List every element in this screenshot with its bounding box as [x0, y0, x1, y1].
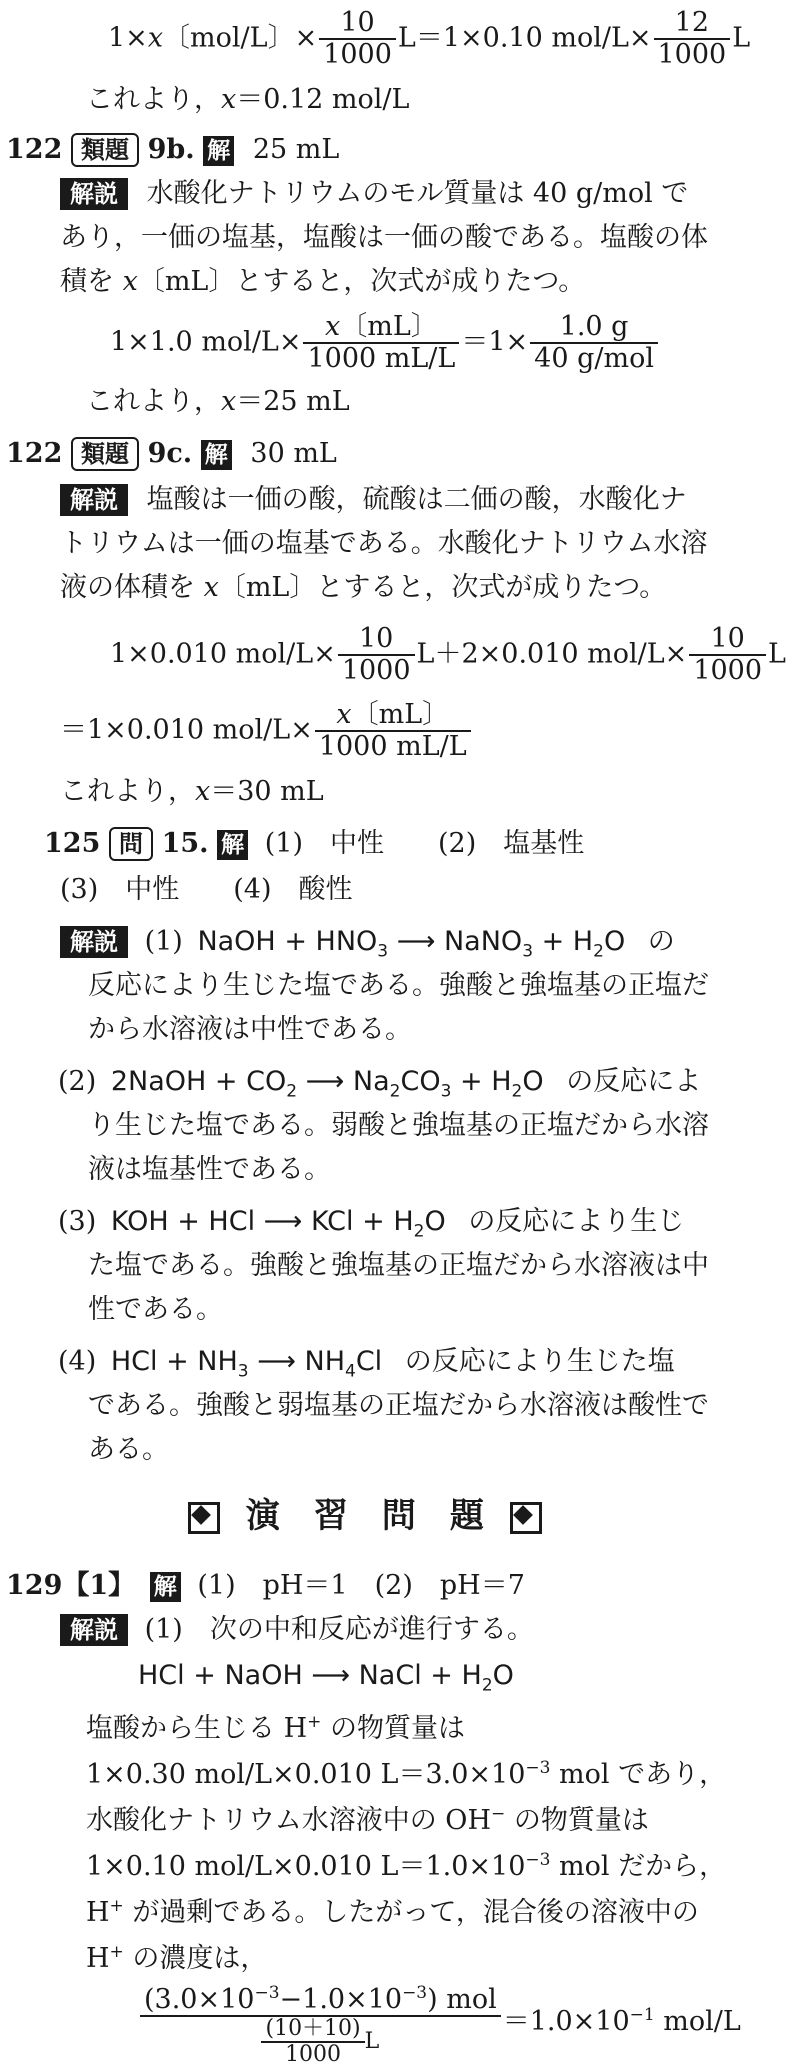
text: が過剰である。したがって，混合後の溶液中の — [123, 1897, 699, 1928]
res-text: これより， — [60, 776, 195, 807]
diamond-icon — [188, 1502, 220, 1534]
explanation-line: である。強酸と弱塩基の正塩だから水溶液は酸性で — [88, 1390, 709, 1421]
eq-part: ⟶ NH — [248, 1346, 345, 1377]
denominator: 1000 mL/L — [307, 343, 456, 374]
kaisetsu-badge: 解説 — [60, 178, 128, 210]
var: x — [203, 572, 219, 603]
eq-part: + H — [451, 1066, 512, 1097]
explanation-line: あり，一価の塩基，塩酸は一価の酸である。塩酸の体 — [60, 222, 708, 253]
denominator: 1000 mL/L — [318, 731, 467, 762]
fraction — [654, 8, 731, 70]
eq-part: KOH + HCl ⟶ KCl + H — [110, 1206, 414, 1237]
denominator — [140, 2017, 501, 2067]
denominator: 1000 — [341, 655, 411, 686]
answer: (1) 中性 (2) 塩基性 — [264, 828, 585, 859]
problem-header-9c — [6, 436, 337, 472]
var: x — [122, 266, 138, 297]
eq-part: L — [732, 22, 751, 54]
numerator: 1.0 g — [530, 312, 658, 344]
eq-part: ＝1×0.010 mol/L× — [60, 714, 313, 746]
explanation-line — [60, 264, 585, 300]
text: 塩酸から生じる H — [86, 1713, 308, 1744]
equation-9c-2 — [60, 700, 473, 762]
res-text: ＝25 mL — [236, 386, 350, 417]
equation-9c-1 — [110, 624, 786, 686]
numerator: 10 — [319, 8, 396, 40]
denominator: 1000 — [693, 655, 763, 686]
text: H — [86, 1943, 110, 1974]
subscript: 3 — [440, 1081, 452, 1102]
answer: 30 mL — [250, 438, 337, 469]
eq-part: mol/L — [654, 2006, 741, 2037]
subscript: 2 — [593, 941, 604, 962]
subscript: 4 — [345, 1361, 356, 1382]
inner-fraction — [261, 2017, 364, 2067]
eq-part: (3.0×10 — [144, 1984, 255, 2015]
denominator: 40 g/mol — [534, 343, 654, 374]
item-number: (3) — [58, 1206, 97, 1237]
numerator: 12 — [654, 8, 731, 40]
eq-part: L — [768, 638, 786, 670]
explanation-line — [86, 1704, 465, 1747]
eq-part: 1×0.010 mol/L× — [110, 638, 336, 670]
fraction — [530, 312, 658, 374]
superscript: + — [307, 1712, 322, 1732]
problem-number: 125 — [44, 828, 101, 859]
eq-part: 1×1.0 mol/L× — [110, 326, 302, 358]
fraction — [319, 8, 396, 70]
subscript: 3 — [237, 1361, 249, 1382]
result-line — [60, 774, 324, 810]
problem-id: 9b. — [147, 134, 195, 165]
text: の反応によ — [566, 1066, 702, 1097]
explanation-line: 性である。 — [88, 1294, 223, 1325]
unit: L — [364, 2029, 380, 2054]
text: 〔mL〕とすると，次式が成りたつ。 — [137, 266, 586, 297]
subscript: 3 — [522, 941, 534, 962]
text: 水酸化ナトリウム水溶液中の OH — [86, 1805, 491, 1836]
item-number: (1) — [144, 926, 183, 957]
explanation-line: ある。 — [88, 1434, 169, 1465]
superscript: −3 — [525, 1758, 551, 1778]
problem-number: 129 — [6, 1570, 63, 1601]
answer: 25 mL — [252, 134, 340, 165]
eq-part: ＝1.0×10 — [502, 2006, 630, 2037]
explanation-line: た塩である。強酸と強塩基の正塩だから水溶液は中 — [88, 1250, 709, 1281]
fraction — [303, 312, 459, 374]
text: 1×0.30 mol/L×0.010 L＝3.0×10 — [86, 1759, 526, 1790]
text: の反応により生じ — [468, 1206, 685, 1237]
text: 液の体積を — [60, 572, 204, 603]
kai-badge: 解 — [217, 830, 248, 860]
res-var: x — [195, 776, 211, 807]
res-text: これより， — [86, 84, 221, 115]
subscript: 2 — [511, 1081, 523, 1102]
eq-part: 〔mol/L〕× — [163, 22, 318, 54]
problem-header-129 — [6, 1568, 525, 1604]
eq-part: NaOH + HNO — [197, 926, 378, 957]
equation-top — [108, 8, 750, 70]
explanation-line: から水溶液は中性である。 — [88, 1014, 412, 1045]
result-line — [86, 384, 350, 420]
superscript: −3 — [525, 1850, 551, 1870]
res-text: ＝30 mL — [210, 776, 324, 807]
fraction — [315, 700, 471, 762]
eq-part: L＝1×0.10 mol/L× — [397, 22, 652, 54]
text: 積を — [60, 266, 123, 297]
eq-part: ) mol — [427, 1984, 497, 2015]
unit: 〔mL〕 — [340, 311, 438, 342]
eq-var: x — [147, 22, 164, 54]
kai-badge: 解 — [201, 440, 232, 470]
denominator: 1000 — [657, 39, 727, 70]
result-line — [86, 82, 409, 118]
chem-equation — [197, 926, 626, 962]
fraction — [140, 1978, 501, 2067]
kaisetsu-badge: 解説 — [60, 926, 128, 958]
explanation-line — [60, 1612, 534, 1648]
answer: (1) pH＝1 (2) pH＝7 — [197, 1570, 525, 1601]
eq-part: HCl + NH — [110, 1346, 238, 1377]
eq-part: O — [424, 1206, 446, 1237]
superscript: + — [109, 1896, 124, 1916]
explanation-line: トリウムは一価の塩基である。水酸化ナトリウム水溶 — [60, 528, 708, 559]
diamond-icon — [510, 1502, 542, 1534]
numerator: 10 — [689, 624, 766, 656]
problem-number: 122 — [6, 134, 63, 165]
res-var: x — [221, 386, 237, 417]
ruidai-tag: 類題 — [71, 437, 139, 471]
section-title-text: 演 習 問 題 — [245, 1496, 484, 1536]
kai-badge: 解 — [203, 136, 234, 166]
chem-equation — [110, 1206, 446, 1242]
subscript: 2 — [389, 1081, 401, 1102]
eq-part: + H — [533, 926, 594, 957]
problem-id: 15. — [161, 828, 209, 859]
kaisetsu-badge: 解説 — [60, 1614, 128, 1646]
eq-part: O — [603, 926, 626, 957]
denominator: 1000 — [323, 39, 392, 70]
problem-number: 122 — [6, 438, 63, 469]
text: 水酸化ナトリウムのモル質量は 40 g/mol で — [146, 178, 689, 209]
eq-part: Cl — [355, 1346, 383, 1377]
explanation-line — [86, 1750, 726, 1793]
explanation-item-1 — [60, 924, 675, 969]
concentration-equation — [138, 1978, 741, 2067]
kaisetsu-badge: 解説 — [60, 484, 128, 516]
text: 塩酸は一価の酸，硫酸は二価の酸，水酸化ナ — [146, 484, 687, 515]
superscript: −1 — [629, 2005, 655, 2025]
equation-9b — [110, 312, 660, 374]
eq-part: O — [522, 1066, 544, 1097]
res-text: これより， — [86, 386, 221, 417]
chem-equation — [110, 1346, 383, 1382]
section-title — [188, 1492, 542, 1540]
chem-equation — [138, 1658, 514, 1703]
chem-equation — [110, 1066, 544, 1102]
explanation-line: 液は塩基性である。 — [88, 1154, 331, 1185]
explanation-item-3 — [58, 1204, 684, 1249]
eq-part: ⟶ NaNO — [388, 926, 523, 957]
explanation-line: 反応により生じた塩である。強酸と強塩基の正塩だ — [88, 970, 709, 1001]
text: mol だから， — [550, 1851, 727, 1882]
explanation-line — [60, 176, 688, 212]
text: の物質量は — [505, 1805, 649, 1836]
eq-part: CO — [400, 1066, 441, 1097]
text: H — [86, 1897, 110, 1928]
explanation-line — [86, 1842, 726, 1885]
superscript: −3 — [402, 1983, 428, 2003]
text: 1×0.10 mol/L×0.010 L＝1.0×10 — [86, 1851, 526, 1882]
superscript: + — [109, 1942, 124, 1962]
explanation-line — [60, 482, 687, 518]
explanation-item-4 — [58, 1344, 675, 1389]
denominator: 1000 — [285, 2042, 342, 2067]
explanation-line — [86, 1888, 699, 1931]
subscript: 2 — [286, 1081, 298, 1102]
var: x — [325, 311, 341, 342]
explanation-line: り生じた塩である。弱酸と強塩基の正塩だから水溶 — [88, 1110, 709, 1141]
text: mol であり， — [550, 1759, 727, 1790]
eq-part: ⟶ Na — [297, 1066, 390, 1097]
res-text: ＝0.12 mol/L — [236, 84, 410, 115]
unit: 〔mL〕 — [351, 699, 450, 730]
superscript: − — [491, 1804, 506, 1824]
superscript: −3 — [254, 1983, 280, 2003]
ruidai-tag: 類題 — [71, 133, 139, 167]
numerator — [315, 700, 471, 732]
eq-part: 1× — [108, 22, 148, 54]
fraction — [689, 624, 766, 686]
fraction — [338, 624, 415, 686]
problem-header-9b — [6, 132, 339, 168]
problem-id: 9c. — [147, 438, 193, 469]
problem-header-15 — [44, 826, 584, 862]
eq-part: L＋2×0.010 mol/L× — [416, 638, 688, 670]
mon-tag: 問 — [109, 827, 153, 861]
kai-badge: 解 — [150, 1572, 181, 1602]
text: の濃度は， — [123, 1943, 268, 1974]
item-number: (2) — [58, 1066, 97, 1097]
text: の反応により生じた塩 — [404, 1346, 675, 1377]
eq-part: 2NaOH + CO — [110, 1066, 287, 1097]
explanation-line — [86, 1934, 267, 1977]
numerator — [303, 312, 459, 344]
problem-id: 【1】 — [62, 1570, 136, 1601]
subscript: 2 — [481, 1675, 493, 1696]
subscript: 2 — [413, 1221, 425, 1242]
explanation-line — [60, 570, 666, 606]
text: の物質量は — [321, 1713, 465, 1744]
var: x — [336, 699, 352, 730]
res-var: x — [221, 84, 237, 115]
numerator: (10＋10) — [261, 2017, 364, 2043]
text: 〔mL〕とすると，次式が成りたつ。 — [218, 572, 667, 603]
numerator: 10 — [338, 624, 415, 656]
eq-part: ＝1× — [461, 326, 529, 358]
item-number: (4) — [58, 1346, 97, 1377]
subscript: 3 — [377, 941, 389, 962]
eq-part: −1.0×10 — [279, 1984, 403, 2015]
numerator — [140, 1978, 501, 2017]
eq-part: HCl + NaOH ⟶ NaCl + H — [138, 1660, 482, 1691]
eq-part: O — [492, 1660, 514, 1691]
text: の — [647, 926, 675, 957]
explanation-item-2 — [58, 1064, 701, 1109]
explanation-line — [86, 1796, 649, 1839]
answer: (3) 中性 (4) 酸性 — [60, 874, 353, 905]
text: (1) 次の中和反応が進行する。 — [144, 1614, 534, 1645]
